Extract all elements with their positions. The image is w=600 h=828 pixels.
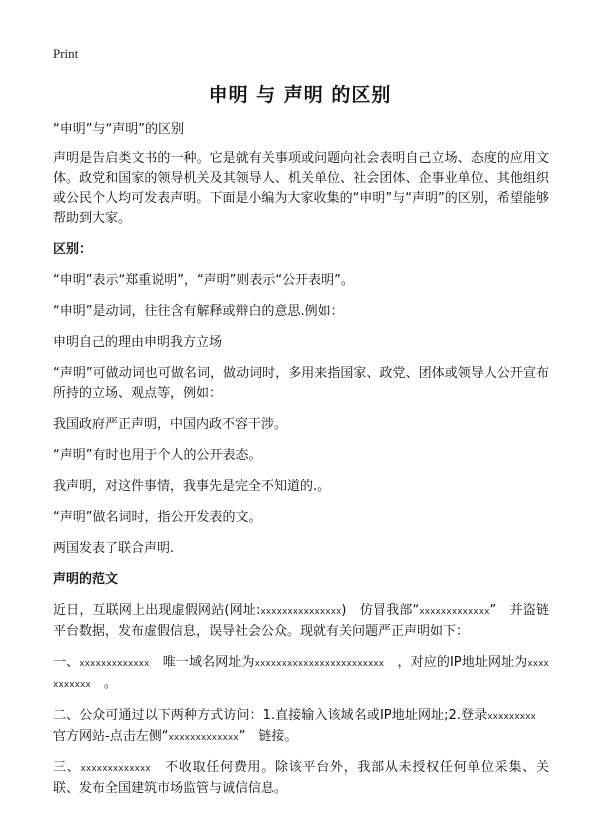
- print-link[interactable]: Print: [53, 46, 79, 61]
- difference-paragraph-5: 我国政府严正声明，中国内政不容干涉。: [53, 417, 288, 432]
- document-body: [53, 120, 549, 810]
- difference-paragraph-8: “声明”做名词时，指公开发表的文。: [53, 510, 262, 525]
- sample-3-text-b: 官方网站-点击左侧“: [53, 708, 549, 744]
- sample-3-text-a: 二、公众可通过以下两种方式访问：1.直接输入该域名或IP地址网址;2.登录: [53, 708, 488, 723]
- difference-paragraph-3: 申明自己的理由申明我方立场: [53, 335, 223, 350]
- intro-paragraph: 声明是告启类文书的一种。它是就有关事项或问题向社会表明自己立场、态度的应用文体。政党和国家的领导机关及其领导人、机关单位、社会团体、企事业单位、其他组织或公民个人均可发表声明。下面是小编为大家收集的“申明”与“声明”的区别，希望能够帮助到大家。: [53, 151, 549, 226]
- redacted-platform-placeholder-2: xxxxxxxxxxxxx: [80, 764, 151, 774]
- sample-paragraph-4: [53, 758, 549, 799]
- redacted-platform-placeholder: xxxxxxxxxxxxx: [79, 659, 150, 669]
- difference-paragraph-7: 我声明，对这件事情，我事先是完全不知道的.。: [53, 479, 331, 494]
- sample-2-text-b: 唯一域名网址为: [149, 655, 255, 670]
- sample-2-text-d: 。: [90, 676, 117, 691]
- sample-4-text-b: 不收取任何费用。除该平台外，我部从未授权任何单位采集、关联、发布全国建筑市场监管与诚信信息。: [53, 760, 549, 796]
- sample-2-text-a: 一、: [53, 655, 80, 670]
- sample-4-text-a: 三、: [53, 760, 81, 775]
- difference-paragraph-9: 两国发表了联合声明.: [53, 541, 175, 556]
- redacted-ip-placeholder: xxxxxxxxxxx: [53, 659, 549, 690]
- sample-1-text-b: ) 仿冒我部“: [341, 603, 420, 618]
- document-title: 申明 与 声明 的区别: [208, 84, 392, 106]
- difference-paragraph-2: “申明”是动词，往往含有解释或辩白的意思.例如：: [53, 304, 344, 319]
- difference-paragraph-6: “声明”有时也用于个人的公开表态。: [53, 448, 262, 463]
- sample-paragraph-2: [53, 653, 549, 695]
- difference-paragraph-1: “申明”表示“郑重说明”，“声明”则表示“公开表明”。: [53, 273, 354, 288]
- document-subtitle: “申明”与“声明”的区别: [53, 122, 184, 137]
- redacted-site-placeholder: xxxxxxxxx: [487, 712, 536, 722]
- sample-1-text-c: ” 并盗链平台数据，发布虚假信息，误导社会公众。现就有关问题严正声明如下：: [53, 603, 549, 639]
- sample-paragraph-3: [53, 706, 549, 748]
- sample-paragraph-1: [53, 601, 549, 642]
- difference-heading: 区别：: [53, 242, 93, 257]
- sample-1-text-a: 近日，互联网上出现虚假网站(网址:: [53, 603, 261, 618]
- redacted-domain-placeholder: xxxxxxxxxxxxxxxxxxxxxxxx: [254, 659, 385, 669]
- sample-heading: 声明的范文: [53, 572, 119, 587]
- difference-paragraph-4: “声明”可做动词也可做名词，做动词时，多用来指国家、政党、团体或领导人公开宣布所持的立场、观点等，例如：: [53, 366, 549, 401]
- redacted-name-placeholder: xxxxxxxxxxxxx: [419, 607, 490, 617]
- sample-2-text-c: ，对应的IP地址网址为: [384, 655, 528, 670]
- sample-3-text-c: ” 链接。: [238, 729, 298, 744]
- redacted-url-placeholder: xxxxxxxxxxxxxxx: [260, 607, 342, 617]
- redacted-link-placeholder: xxxxxxxxxxxxx: [168, 733, 239, 743]
